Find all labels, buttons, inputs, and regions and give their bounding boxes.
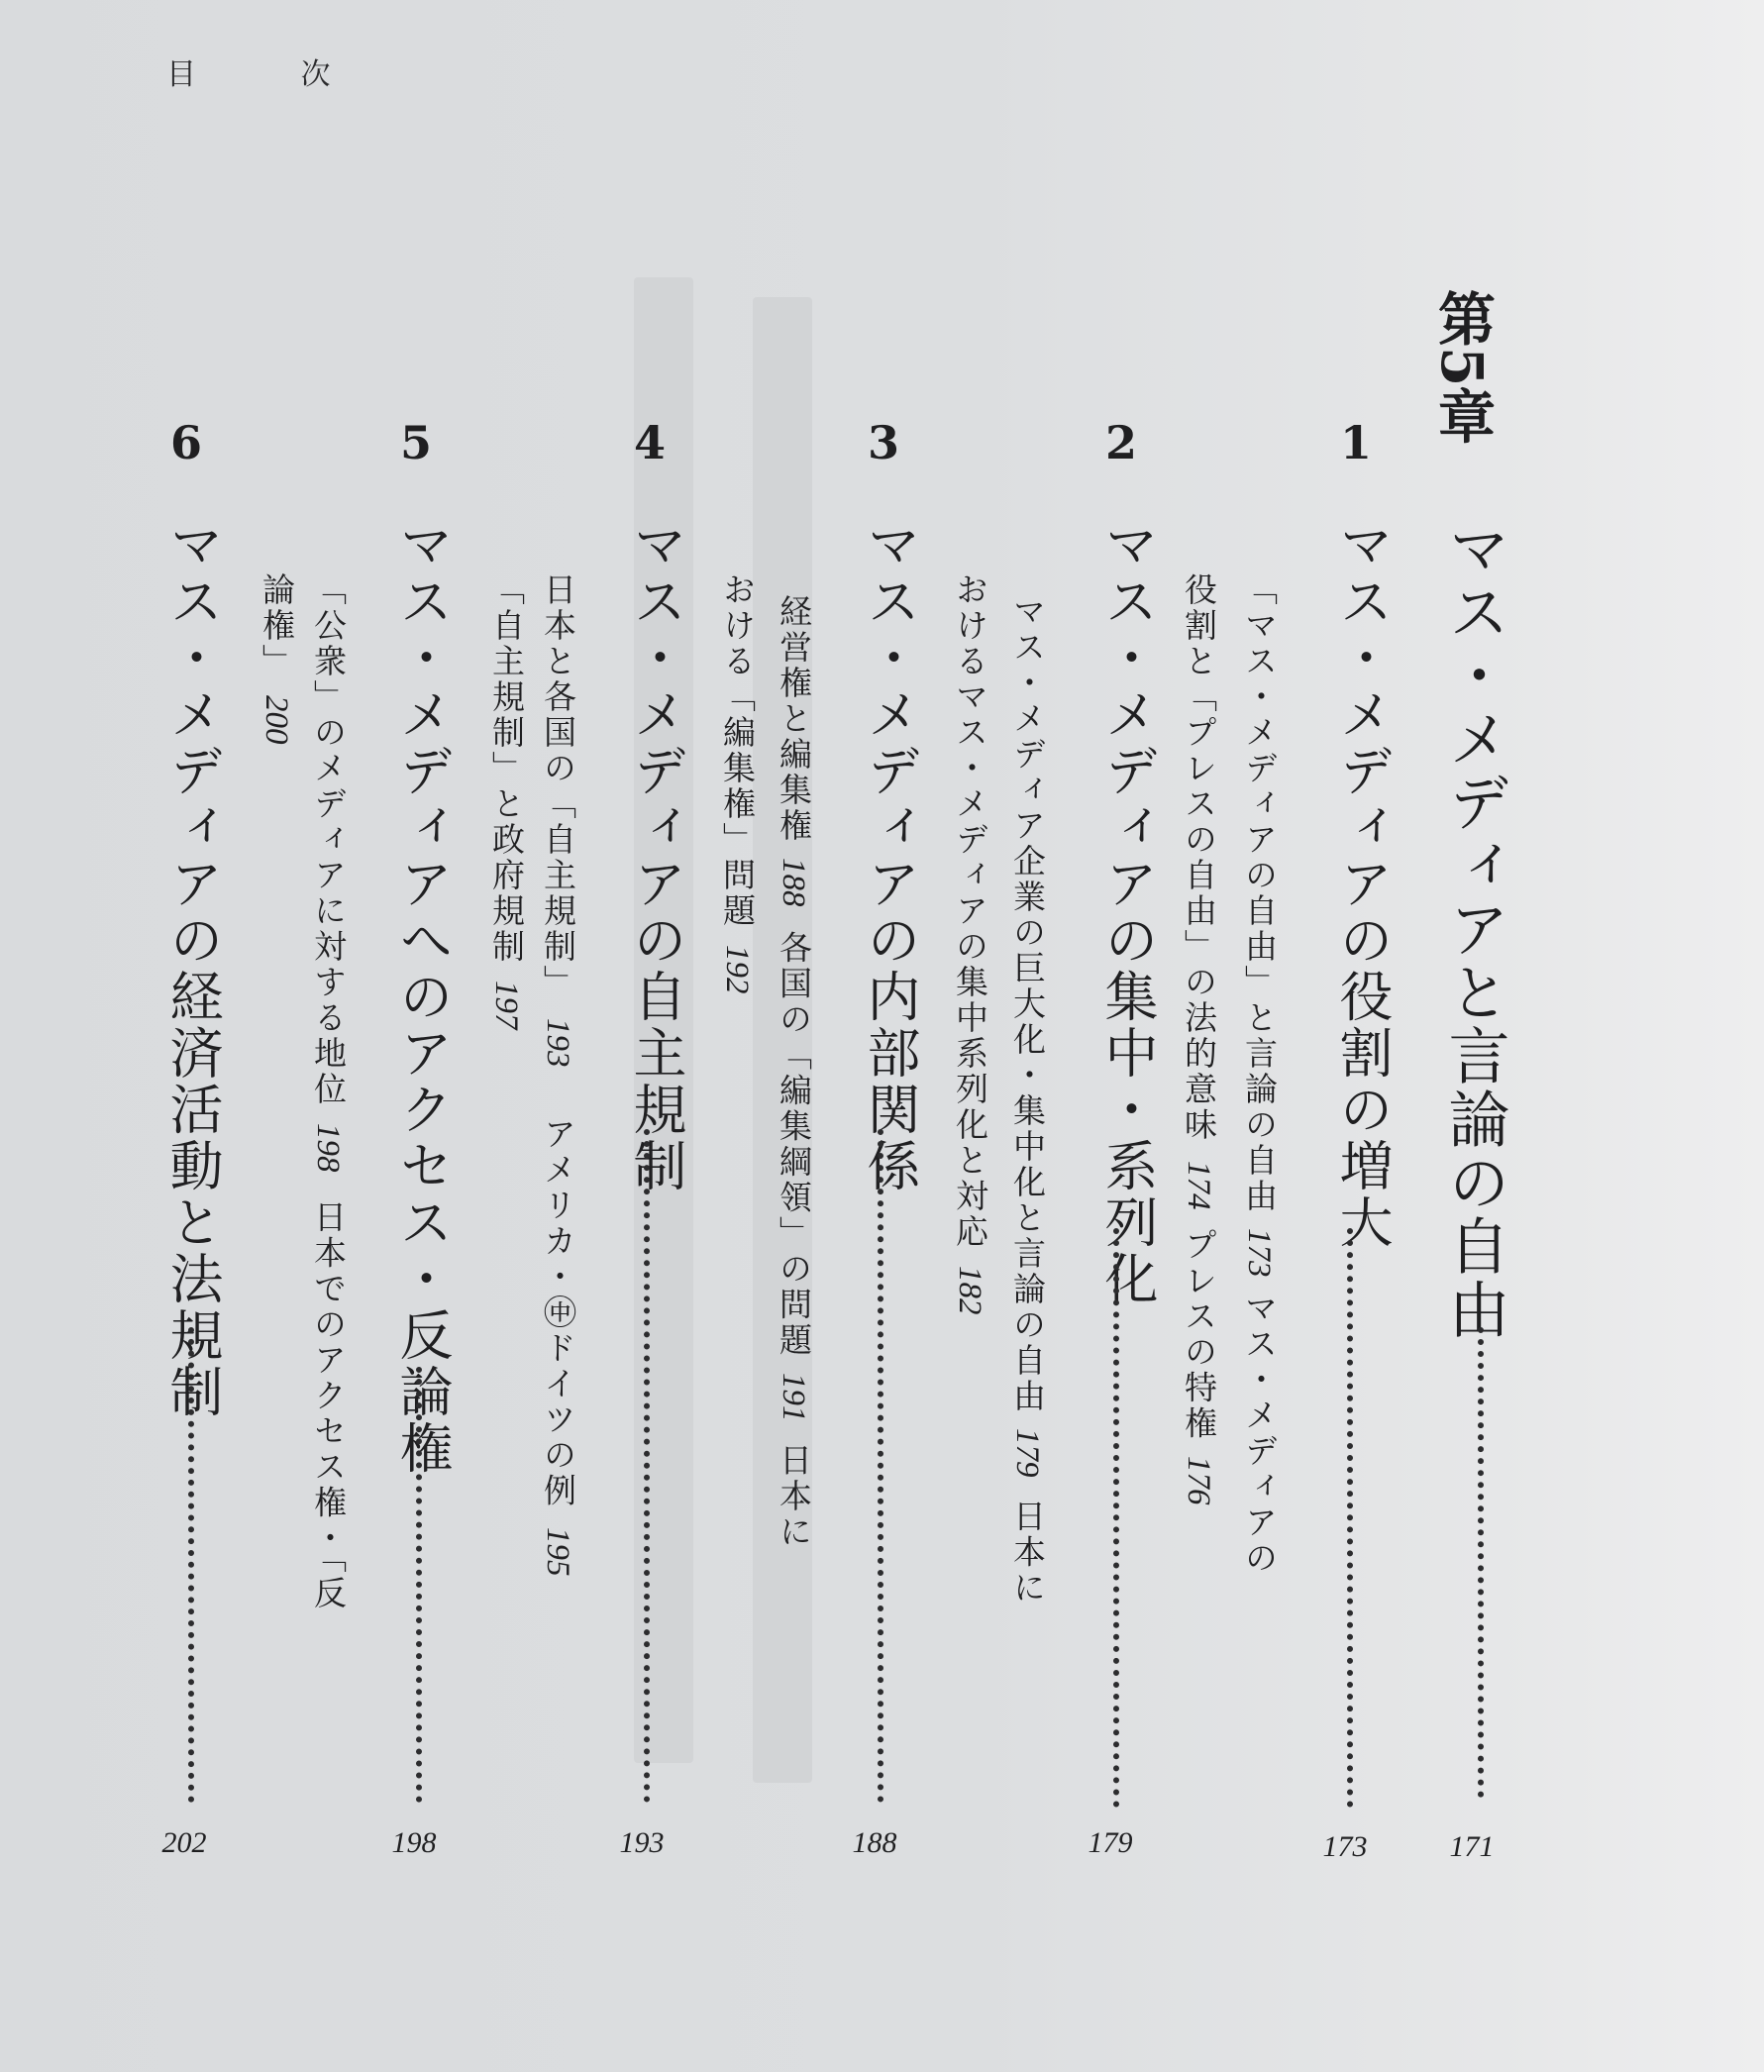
section-3-number: 3 bbox=[868, 416, 900, 469]
section-3-subitems-line2: おける「編集権」問題192 bbox=[718, 572, 757, 994]
section-4-title: マス・メディアの自主規制 bbox=[625, 517, 687, 1194]
section-6-number: 6 bbox=[170, 416, 203, 469]
section-4-number: 4 bbox=[634, 416, 667, 469]
section-5-title: マス・メディアへのアクセス・反論権 bbox=[391, 517, 454, 1477]
section-5-subitems-line2: 論権」200 bbox=[258, 572, 296, 745]
section-4-page-number: 193 bbox=[619, 1826, 665, 1859]
section-6-leader-dots bbox=[188, 1327, 194, 1803]
section-4-subitems-line2: 「自主規制」と政府規制197 bbox=[487, 572, 526, 1030]
section-3-leader-dots bbox=[878, 1129, 883, 1803]
section-2-subitems-line2: おけるマス・メディアの集中系列化と対応182 bbox=[951, 572, 989, 1315]
section-1-subitems-line2: 役割と「プレスの自由」の法的意味174プレスの特権176 bbox=[1180, 572, 1218, 1504]
section-1-title: マス・メディアの役割の増大 bbox=[1331, 517, 1394, 1251]
chapter-heading: 第5章 bbox=[1428, 289, 1496, 445]
section-2-title: マス・メディアの集中・系列化 bbox=[1096, 517, 1159, 1307]
chapter-title: マス・メディアと言論の自由 bbox=[1438, 517, 1510, 1341]
chapter-leader-dots bbox=[1478, 1327, 1484, 1798]
section-3-page-number: 188 bbox=[852, 1826, 897, 1859]
section-1-page-number: 173 bbox=[1322, 1830, 1368, 1863]
section-1-leader-dots bbox=[1347, 1228, 1353, 1808]
section-2-subitems-line1: マス・メディア企業の巨大化・集中化と言論の自由179日本に bbox=[1008, 594, 1047, 1606]
running-head: 目 次 bbox=[166, 57, 378, 92]
section-2-page-number: 179 bbox=[1088, 1826, 1133, 1859]
section-5-subitems-line1: 「公衆」のメディアに対する地位198日本でのアクセス権・「反 bbox=[309, 572, 348, 1611]
section-3-subitems-line1: 経営権と編集権188各国の「編集綱領」の問題191日本に bbox=[775, 594, 813, 1550]
section-5-page-number: 198 bbox=[391, 1826, 437, 1859]
chapter-page-number: 171 bbox=[1449, 1830, 1495, 1863]
section-3-title: マス・メディアの内部関係 bbox=[859, 517, 921, 1194]
section-1-subitems-line1: 「マス・メディアの自由」と言論の自由173マス・メディアの bbox=[1240, 572, 1279, 1577]
section-4-subitems-line1: 日本と各国の「自主規制」193アメリカ・㊥ドイツの例195 bbox=[539, 572, 577, 1576]
section-4-leader-dots bbox=[644, 1129, 650, 1803]
section-2-leader-dots bbox=[1113, 1228, 1119, 1808]
section-1-number: 1 bbox=[1340, 416, 1373, 469]
section-6-page-number: 202 bbox=[161, 1826, 207, 1859]
section-5-number: 5 bbox=[400, 416, 433, 469]
section-2-number: 2 bbox=[1105, 416, 1138, 469]
section-5-leader-dots bbox=[416, 1367, 422, 1803]
section-6-title: マス・メディアの経済活動と法規制 bbox=[161, 517, 224, 1420]
